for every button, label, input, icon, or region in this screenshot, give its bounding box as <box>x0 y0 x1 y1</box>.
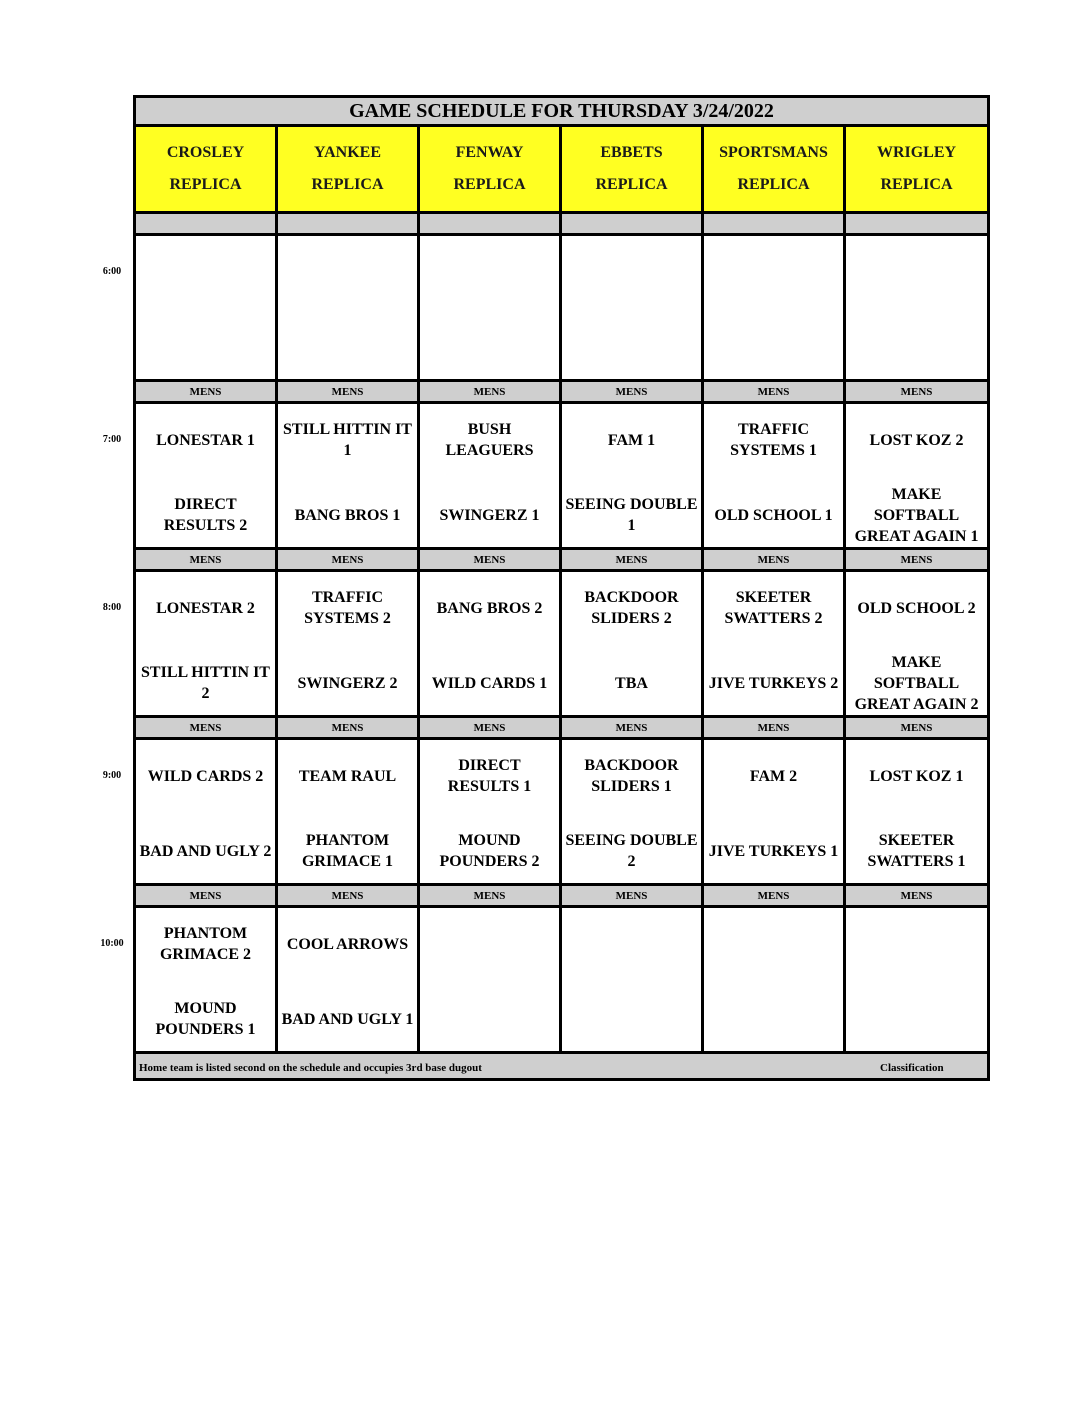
game-cell <box>420 908 562 1054</box>
time-label: 6:00 <box>102 266 122 277</box>
field-header <box>420 127 562 214</box>
field-name: EBBETS <box>600 144 663 161</box>
home-team <box>422 986 557 1052</box>
home-team: SWINGERZ 1 <box>439 506 540 524</box>
game-cell <box>420 740 562 886</box>
time-label: 7:00 <box>102 434 122 445</box>
field-subtitle: REPLICA <box>311 176 384 193</box>
home-team <box>706 314 841 380</box>
classification-band: MENS <box>704 382 846 404</box>
home-team: MOUND POUNDERS 1 <box>155 1000 256 1038</box>
game-cell <box>846 908 987 1054</box>
game-cell <box>846 236 987 382</box>
classification-band <box>136 214 278 236</box>
field-subtitle: REPLICA <box>880 176 953 193</box>
home-team: MAKE SOFTBALL GREAT AGAIN 2 <box>854 653 979 713</box>
classification-band: MENS <box>136 550 278 572</box>
field-header <box>846 127 987 214</box>
classification-band: MENS <box>846 718 987 740</box>
home-team: PHANTOM GRIMACE 1 <box>301 832 394 870</box>
away-team: SKEETER SWATTERS 2 <box>724 589 823 627</box>
field-header <box>278 127 420 214</box>
game-cell <box>562 404 704 550</box>
home-team <box>280 314 415 380</box>
field-header <box>136 127 278 214</box>
away-team: LONESTAR 1 <box>156 431 255 449</box>
classification-band <box>420 214 562 236</box>
classification-band: MENS <box>278 718 420 740</box>
game-cell <box>278 740 420 886</box>
away-team: BANG BROS 2 <box>436 599 543 617</box>
home-team: OLD SCHOOL 1 <box>714 506 833 524</box>
home-team: SKEETER SWATTERS 1 <box>867 832 966 870</box>
classification-band: MENS <box>136 382 278 404</box>
game-cell <box>136 908 278 1054</box>
classification-band: MENS <box>704 886 846 908</box>
field-header <box>562 127 704 214</box>
classification-band: MENS <box>704 718 846 740</box>
away-team <box>848 242 985 302</box>
home-team <box>564 986 699 1052</box>
home-team: DIRECT RESULTS 2 <box>163 496 248 534</box>
game-cell <box>136 740 278 886</box>
away-team: FAM 2 <box>749 767 798 785</box>
home-team: MAKE SOFTBALL GREAT AGAIN 1 <box>854 485 979 545</box>
field-subtitle: REPLICA <box>737 176 810 193</box>
game-cell <box>704 404 846 550</box>
home-team: MOUND POUNDERS 2 <box>439 832 540 870</box>
home-team: BAD AND UGLY 1 <box>281 1010 414 1028</box>
classification-band: MENS <box>420 718 562 740</box>
game-cell <box>278 908 420 1054</box>
game-cell <box>562 740 704 886</box>
field-name: WRIGLEY <box>876 144 957 161</box>
classification-band: MENS <box>846 886 987 908</box>
game-cell <box>846 740 987 886</box>
game-cell <box>704 572 846 718</box>
classification-band: MENS <box>420 886 562 908</box>
home-team: TBA <box>615 674 648 692</box>
away-team: OLD SCHOOL 2 <box>857 599 976 617</box>
away-team <box>564 242 699 302</box>
classification-band: MENS <box>562 382 704 404</box>
home-team: BAD AND UGLY 2 <box>139 842 272 860</box>
classification-band: MENS <box>846 382 987 404</box>
field-name: SPORTSMANS <box>719 144 828 161</box>
classification-band: MENS <box>136 718 278 740</box>
field-name: FENWAY <box>455 144 524 161</box>
classification-band: MENS <box>846 550 987 572</box>
classification-band: MENS <box>278 382 420 404</box>
classification-band: MENS <box>136 886 278 908</box>
away-team <box>138 242 273 302</box>
classification-band: MENS <box>562 550 704 572</box>
away-team: BACKDOOR SLIDERS 2 <box>584 589 679 627</box>
classification-band: MENS <box>562 718 704 740</box>
classification-band: MENS <box>562 886 704 908</box>
field-subtitle: REPLICA <box>595 176 668 193</box>
home-team: BANG BROS 1 <box>294 506 401 524</box>
classification-band <box>278 214 420 236</box>
classification-band: MENS <box>704 550 846 572</box>
away-team <box>422 914 557 974</box>
home-team <box>138 314 273 380</box>
away-team: BUSH LEAGUERS <box>445 421 534 459</box>
home-team <box>848 986 985 1052</box>
away-team: TRAFFIC SYSTEMS 1 <box>730 421 817 459</box>
home-team <box>706 986 841 1052</box>
away-team: LOST KOZ 1 <box>869 767 964 785</box>
game-cell <box>846 404 987 550</box>
away-team: FAM 1 <box>607 431 656 449</box>
away-team <box>706 914 841 974</box>
classification-band <box>562 214 704 236</box>
away-team <box>422 242 557 302</box>
classification-band: MENS <box>278 550 420 572</box>
home-team: SWINGERZ 2 <box>297 674 398 692</box>
away-team: TEAM RAUL <box>298 767 397 785</box>
classification-label: Classification <box>880 1062 944 1074</box>
away-team <box>706 242 841 302</box>
away-team: LOST KOZ 2 <box>869 431 964 449</box>
game-cell <box>846 572 987 718</box>
classification-band: MENS <box>420 382 562 404</box>
game-cell <box>136 572 278 718</box>
home-team <box>564 314 699 380</box>
classification-band: MENS <box>420 550 562 572</box>
home-team: SEEING DOUBLE 2 <box>565 832 698 870</box>
away-team: WILD CARDS 2 <box>147 767 264 785</box>
away-team: PHANTOM GRIMACE 2 <box>159 925 252 963</box>
field-name: CROSLEY <box>166 144 245 161</box>
game-cell <box>136 236 278 382</box>
away-team: TRAFFIC SYSTEMS 2 <box>304 589 391 627</box>
game-cell <box>704 236 846 382</box>
game-cell <box>278 572 420 718</box>
field-subtitle: REPLICA <box>169 176 242 193</box>
game-cell <box>562 908 704 1054</box>
time-label: 8:00 <box>102 602 122 613</box>
game-cell <box>136 404 278 550</box>
game-cell <box>420 572 562 718</box>
game-cell <box>420 236 562 382</box>
away-team <box>564 914 699 974</box>
game-cell <box>420 404 562 550</box>
away-team <box>280 242 415 302</box>
home-team <box>422 314 557 380</box>
field-header <box>704 127 846 214</box>
time-label: 10:00 <box>100 938 124 949</box>
home-team: STILL HITTIN IT 2 <box>141 664 270 702</box>
away-team: COOL ARROWS <box>286 935 409 953</box>
game-cell <box>704 908 846 1054</box>
home-team: WILD CARDS 1 <box>431 674 548 692</box>
game-cell <box>562 236 704 382</box>
away-team: STILL HITTIN IT 1 <box>283 421 412 459</box>
field-subtitle: REPLICA <box>453 176 526 193</box>
home-team <box>848 314 985 380</box>
schedule-sheet <box>133 95 990 1081</box>
field-name: YANKEE <box>314 144 381 161</box>
home-team-note: Home team is listed second on the schedule and occupies 3rd base dugout <box>139 1062 482 1074</box>
game-cell <box>704 740 846 886</box>
home-team: JIVE TURKEYS 1 <box>708 842 839 860</box>
home-team: SEEING DOUBLE 1 <box>565 496 698 534</box>
classification-band <box>846 214 987 236</box>
schedule-title: GAME SCHEDULE FOR THURSDAY 3/24/2022 <box>136 98 987 127</box>
game-cell <box>562 572 704 718</box>
game-cell <box>278 236 420 382</box>
home-team: JIVE TURKEYS 2 <box>708 674 839 692</box>
game-cell <box>278 404 420 550</box>
away-team: LONESTAR 2 <box>156 599 255 617</box>
time-label: 9:00 <box>102 770 122 781</box>
classification-band: MENS <box>278 886 420 908</box>
classification-band <box>704 214 846 236</box>
away-team: DIRECT RESULTS 1 <box>447 757 532 795</box>
away-team: BACKDOOR SLIDERS 1 <box>584 757 679 795</box>
away-team <box>848 914 985 974</box>
schedule-footer <box>136 1054 987 1078</box>
